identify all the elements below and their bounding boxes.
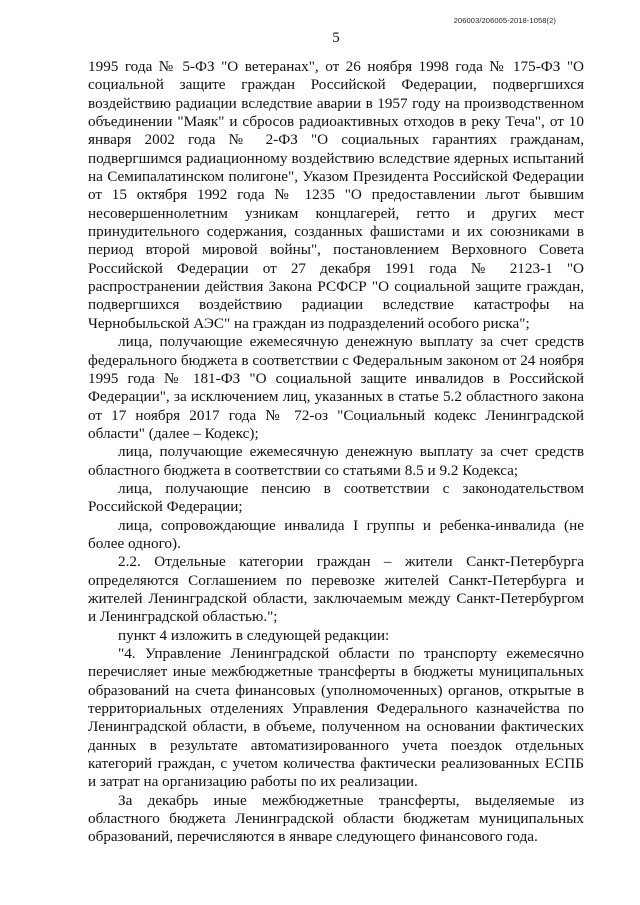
page-number: 5 [332,30,340,46]
paragraph-4: лица, получающие пенсию в соответствии с законодательством Российской Федерации; [88,479,584,516]
paragraph-7: пункт 4 изложить в следующей редакции: [118,626,390,644]
paragraph-3: лица, получающие ежемесячную денежную выплату за счет средств областного бюджета в соответствии со статьями 8.5 и 9.2 Кодекса; [88,443,584,479]
document-body [88,58,584,847]
paragraph-1: 1995 года № 5-ФЗ "О ветеранах", от 26 ноября 1998 года № 175-ФЗ "О социальной защите граждан Российской Федерации, подвергшихся воздействию радиации вследствие аварии в 1957 году на производственном объединении "Маяк" и сбросов радиоактивных отходов в реку Теча", от 10 января 2002 года № 2-ФЗ "О социальных гарантиях гражданам, подвергшимся радиационному воздействию вследствие ядерных испытаний на Семипалатинском полигоне", Указом Президента Российской Федерации от 15 октября 1992 года № 1235 "О предоставлении льгот бывшим несовершеннолетним узникам концлагерей, гетто и других мест принудительного содержания, созданных фашистами и их союзниками в период второй мировой войны", постановлением Верховного Совета Российской Федерации от 27 декабря 1991 года № 2123-1 "О распространении действия Закона РСФСР "О социальной защите граждан, подвергшихся воздействию радиации вследствие катастрофы на Чернобыльской АЭС" на граждан из подразделений особого риска"; [88,58,584,332]
paragraph-2: лица, получающие ежемесячную денежную выплату за счет средств федерального бюджета в соответствии с Федеральным законом от 24 ноября 1995 года № 181-ФЗ "О социальной защите инвалидов в Российской Федерации", за исключением лиц, указанных в статье 5.2 областного закона от 17 ноября 2017 года № 72-оз "Социальный кодекс Ленинградской области" (далее – Кодекс); [88,333,584,442]
paragraph-8: "4. Управление Ленинградской области по транспорту ежемесячно перечисляет иные межбюджетные трансферты в бюджеты муниципальных образований на счета финансовых (уполномоченных) органов, открытые в территориальных отделениях Управления Федерального казначейства по Ленинградской области, в объеме, полученном на основании фактических данных в результате автоматизированного учета поездок отдельных категорий граждан, с учетом количества фактически реализованных ЕСПБ и затрат на организацию работы по их реализации. [88,645,584,791]
document-id: 206003/206005-2018-1058(2) [453,16,556,25]
paragraph-9: За декабрь иные межбюджетные трансферты, выделяемые из областного бюджета Ленинградской области бюджетам муниципальных образований, перечисляются в январе следующего финансового года. [88,791,584,846]
paragraph-5: лица, сопровождающие инвалида I группы и ребенка-инвалида (не более одного). [88,516,584,552]
paragraph-6: 2.2. Отдельные категории граждан – жители Санкт-Петербурга определяются Соглашением по перевозке жителей Санкт-Петербурга и жителей Ленинградской области, заключаемым между Санкт-Петербургом и Ленинградской областью."; [88,553,584,626]
